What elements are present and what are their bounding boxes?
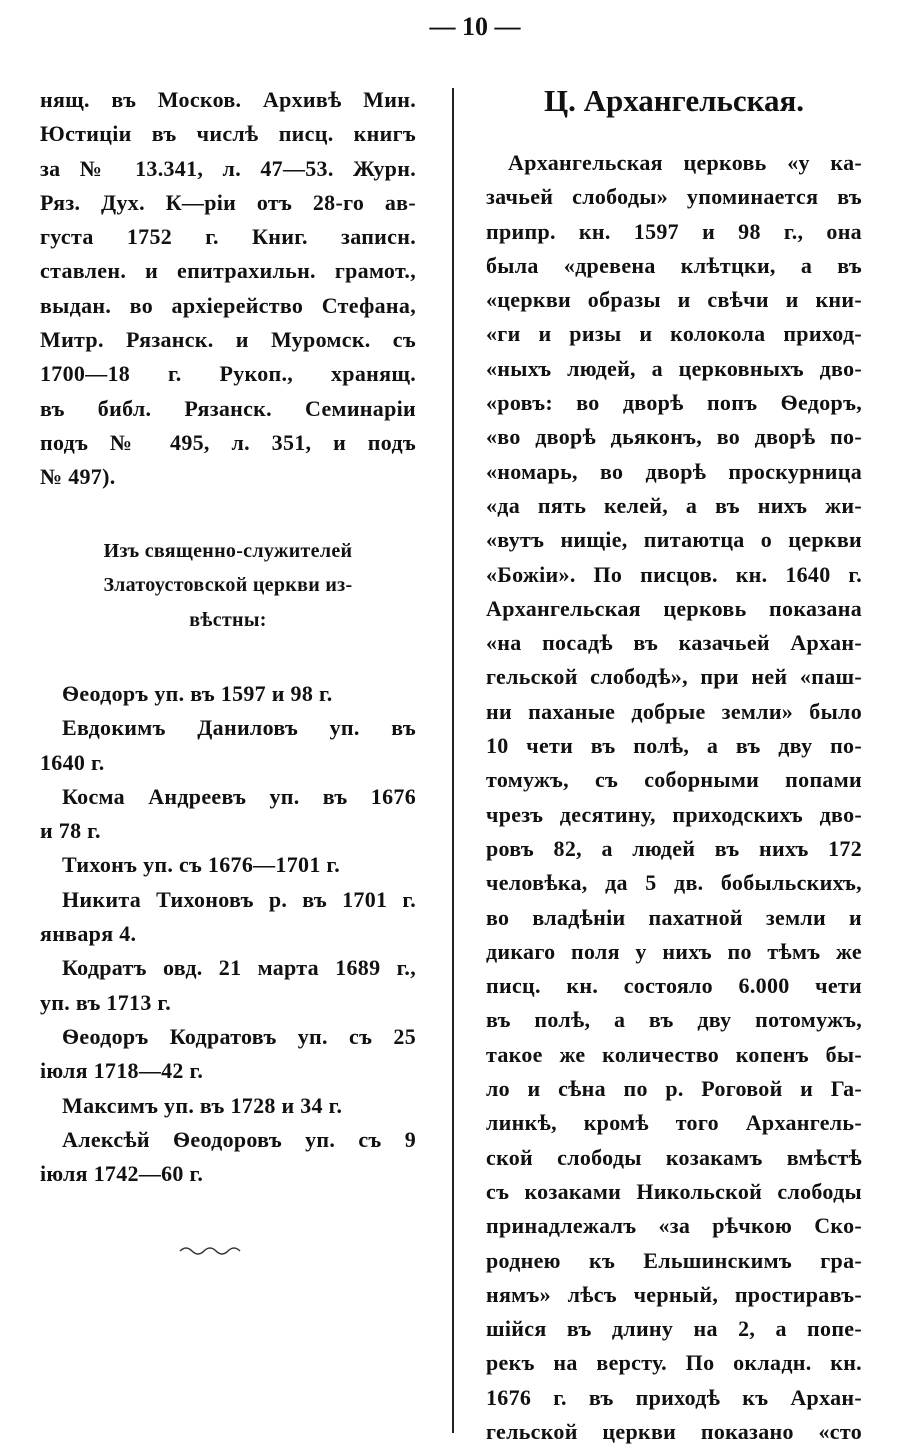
- right-column: [486, 76, 862, 1449]
- text-line: роднею къ Ельшинскимъ гра-: [486, 1247, 862, 1273]
- text-line: Архангельская церковь показана: [486, 595, 862, 621]
- text-line: ни паханые добрые земли» было: [486, 698, 862, 724]
- column-divider: [452, 88, 454, 1433]
- text-line: «на посадѣ въ казачьей Архан-: [486, 630, 862, 656]
- clergy-entry-line: Никита Тихоновъ р. въ 1701 г.: [62, 886, 416, 912]
- text-line: дикаго поля у нихъ по тѣмъ же: [486, 938, 862, 964]
- text-line: была «древена клѣтцки, а въ: [486, 252, 862, 278]
- text-line: «да пять келей, а въ нихъ жи-: [486, 492, 862, 518]
- text-line: Ряз. Дух. К—ріи отъ 28-го ав-: [40, 189, 416, 215]
- text-line: ставлен. и епитрахильн. грамот.,: [40, 258, 416, 284]
- text-line: гельской церкви показано «сто: [486, 1418, 862, 1444]
- clergy-entry-line: Кодратъ овд. 21 марта 1689 г.,: [62, 955, 416, 981]
- text-line: шійся въ длину на 2, а попе-: [486, 1316, 862, 1342]
- heading-line: Изъ священно-служителей: [103, 540, 353, 562]
- text-line: писц. кн. состояло 6.000 чети: [486, 973, 862, 999]
- text-line: № 497).: [40, 464, 116, 490]
- text-line: выдан. во архіерейство Стефана,: [40, 292, 416, 318]
- text-line: «ровъ: во дворѣ попъ Ѳедоръ,: [486, 390, 862, 416]
- clergy-entry-line: Ѳеодоръ Кодратовъ уп. съ 25: [62, 1023, 416, 1049]
- heading-line: вѣстны:: [189, 608, 267, 631]
- text-line: 1676 г. въ приходѣ къ Архан-: [486, 1384, 862, 1410]
- text-line: ровъ 82, а людей въ нихъ 172: [486, 835, 862, 861]
- text-line: чрезъ десятину, приходскихъ дво-: [486, 801, 862, 827]
- clergy-entry-line: января 4.: [40, 921, 137, 947]
- text-line: линкѣ, кромѣ того Архангель-: [486, 1110, 862, 1136]
- text-line: «во дворѣ дьяконъ, во дворѣ по-: [486, 424, 862, 450]
- text-line: нящ. въ Москов. Архивѣ Мин.: [40, 87, 416, 112]
- clergy-entry-line: Ѳеодоръ уп. въ 1597 и 98 г.: [62, 681, 333, 706]
- clergy-entry-line: Максимъ уп. въ 1728 и 34 г.: [62, 1092, 343, 1118]
- clergy-list: [40, 677, 416, 1191]
- text-line: такое же количество копенъ бы-: [486, 1041, 862, 1067]
- clergy-entry-line: Косма Андреевъ уп. въ 1676: [62, 783, 416, 809]
- clergy-entry-line: уп. въ 1713 г.: [40, 989, 172, 1015]
- text-line: припр. кн. 1597 и 98 г., она: [486, 218, 862, 244]
- right-column-text: [486, 146, 862, 1449]
- text-line: томужъ, съ соборными попами: [486, 767, 862, 793]
- text-line: зачьей слободы» упоминается въ: [486, 184, 862, 210]
- text-line: ло и сѣна по р. Роговой и Га-: [486, 1076, 862, 1102]
- heading-line: Златоустовской церкви из-: [103, 574, 353, 597]
- text-line: въ библ. Рязанск. Семинаріи: [40, 395, 416, 421]
- clergy-entry-line: іюля 1742—60 г.: [40, 1161, 204, 1187]
- ornament-squiggle: [178, 1243, 248, 1262]
- text-line: принадлежалъ «за рѣчкою Ско-: [486, 1213, 862, 1239]
- clergy-entry-line: Евдокимъ Даниловъ уп. въ: [62, 715, 416, 741]
- text-line: въ полѣ, а въ дву потомужъ,: [486, 1007, 862, 1033]
- section-title: Ц. Архангельская.: [543, 83, 805, 118]
- text-line: подъ № 495, л. 351, и подъ: [40, 429, 416, 455]
- text-line: «Божіи». По писцов. кн. 1640 г.: [486, 561, 862, 587]
- clergy-list-heading: [40, 534, 416, 637]
- clergy-entry-line: и 78 г.: [40, 818, 101, 844]
- text-line: Митр. Рязанск. и Муромск. съ: [40, 327, 416, 353]
- text-line: «ныхъ людей, а церковныхъ дво-: [486, 355, 862, 381]
- clergy-entry-line: Алексѣй Ѳеодоровъ уп. съ 9: [62, 1126, 416, 1152]
- text-line: Архангельская церковь «у ка-: [508, 150, 862, 175]
- text-line: густа 1752 г. Книг. записн.: [40, 224, 416, 250]
- page-number: — 10 —: [429, 12, 521, 41]
- text-line: «номарь, во дворѣ проскурница: [486, 458, 862, 484]
- text-line: съ козаками Никольской слободы: [486, 1178, 862, 1204]
- text-line: человѣка, да 5 дв. бобыльскихъ,: [486, 870, 862, 896]
- clergy-entry-line: іюля 1718—42 г.: [40, 1058, 204, 1084]
- text-line: 10 чети въ полѣ, а въ дву по-: [486, 733, 862, 759]
- left-column-paragraph: [40, 83, 416, 495]
- text-line: во владѣніи пахатной земли и: [486, 904, 862, 930]
- text-line: «церкви образы и свѣчи и кни-: [486, 287, 862, 313]
- text-line: рекъ на версту. По окладн. кн.: [486, 1350, 862, 1376]
- text-line: Юстиціи въ числѣ писц. книгъ: [40, 121, 416, 147]
- text-line: 1700—18 г. Рукоп., хранящ.: [40, 361, 416, 387]
- text-line: «вутъ нищіе, питаютца о церкви: [486, 527, 862, 553]
- clergy-entry-line: 1640 г.: [40, 749, 105, 775]
- clergy-entry-line: Тихонъ уп. съ 1676—1701 г.: [62, 852, 341, 878]
- text-line: ской слободы козакамъ вмѣстѣ: [486, 1144, 862, 1170]
- text-line: нямъ» лѣсъ черный, простиравъ-: [486, 1281, 862, 1307]
- text-line: гельской слободѣ», при ней «паш-: [486, 664, 862, 690]
- text-line: за № 13.341, л. 47—53. Журн.: [40, 155, 416, 181]
- text-line: «ги и ризы и колокола приход-: [486, 321, 862, 347]
